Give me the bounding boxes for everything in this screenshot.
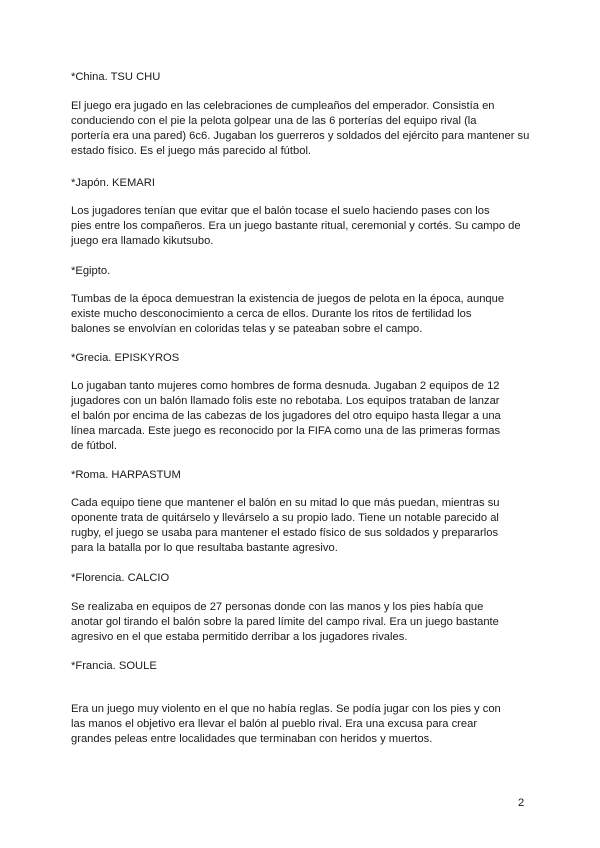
section-body-florencia: Se realizaba en equipos de 27 personas donde con las manos y los pies había que anotar gol tirando el balón sobre la pared límite del campo rival. Era un juego bastante agresivo en el que estaba permitido derribar a los jugadores rivales. [71, 601, 499, 644]
section-body-china: El juego era jugado en las celebraciones de cumpleaños del emperador. Consistía en conduciendo con el pie la pelota golpear una de las 6 porterías del equipo rival (la portería era una pared) 6c6. Jugaban los guerreros y soldados del ejército para mantener su estado físico. Es el juego más parecido al fútbol. [71, 100, 530, 158]
section-body-grecia: Lo jugaban tanto mujeres como hombres de forma desnuda. Jugaban 2 equipos de 12 jugadores con un balón llamado folis este no rebotaba. Los equipos trataban de lanzar el balón por encima de las cabezas de los jugadores del otro equipo hasta llegar a una línea marcada. Este juego es reconocido por la FIFA como una de las primeras formas de fútbol. [71, 380, 501, 453]
page-number: 2 [518, 797, 525, 809]
section-heading-roma: *Roma. HARPASTUM [71, 469, 181, 481]
section-heading-francia: *Francia. SOULE [71, 660, 157, 672]
section-heading-grecia: *Grecia. EPISKYROS [71, 352, 180, 364]
section-body-egipto: Tumbas de la época demuestran la existencia de juegos de pelota en la época, aunque existe mucho desconocimiento a cerca de ellos. Durante los ritos de fertilidad los balones se envolvían en coloridas telas y se pateaban sobre el campo. [71, 293, 505, 336]
section-heading-egipto: *Egipto. [71, 265, 111, 277]
section-heading-china: *China. TSU CHU [71, 71, 161, 83]
section-body-francia: Era un juego muy violento en el que no había reglas. Se podía jugar con los pies y con las manos el objetivo era llevar el balón al pueblo rival. Era una excusa para crear grandes peleas entre localidades que terminaban con heridos y muertos. [71, 703, 501, 746]
section-heading-japon: *Japón. KEMARI [71, 177, 155, 189]
section-body-roma: Cada equipo tiene que mantener el balón en su mitad lo que más puedan, mientras su oponente trata de quitárselo y llevárselo a su propio lado. Tiene un notable parecido al rugby, el juego se usaba para mantener el estado físico de sus soldados y prepararlos para la batalla por lo que resultaba bastante agresivo. [71, 497, 500, 555]
section-heading-florencia: *Florencia. CALCIO [71, 572, 170, 584]
section-body-japon: Los jugadores tenían que evitar que el balón tocase el suelo haciendo pases con los pies entre los compañeros. Era un juego bastante ritual, ceremonial y cortés. Su campo de juego era llamado kikutsubo. [71, 205, 521, 248]
